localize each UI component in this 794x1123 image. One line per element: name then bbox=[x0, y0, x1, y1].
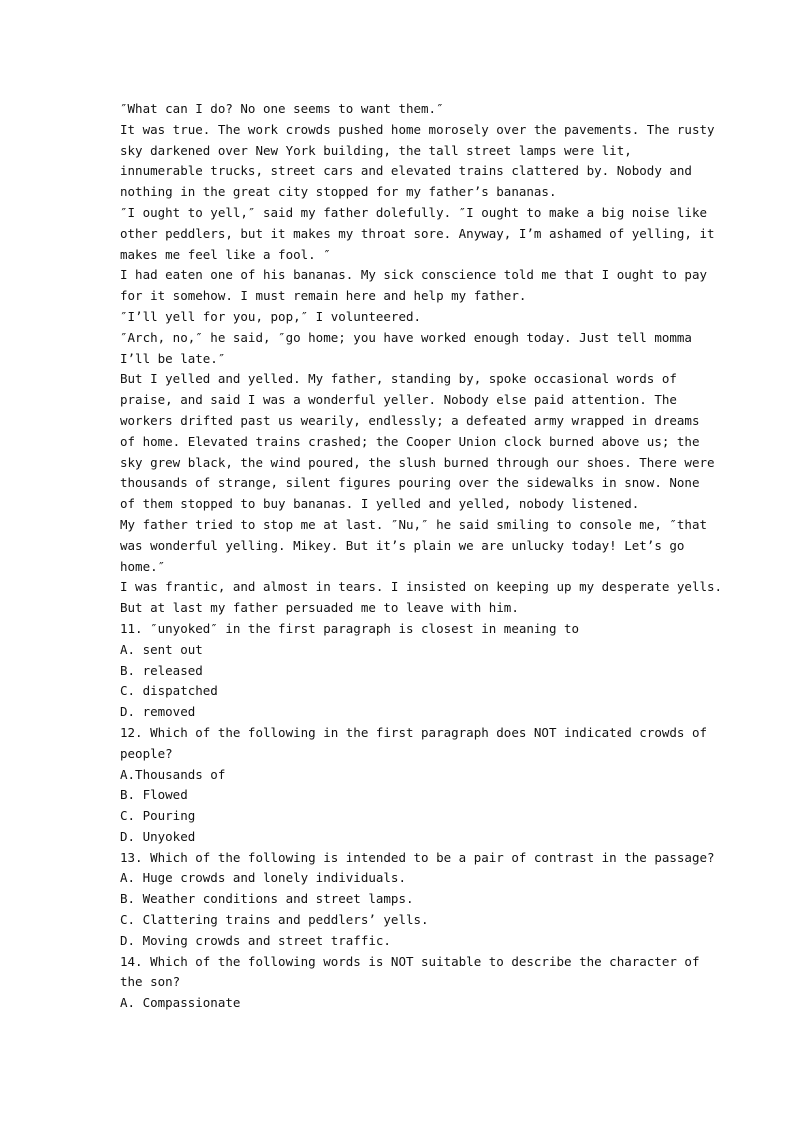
question-line: the son? bbox=[120, 974, 181, 990]
text-line: ″What can I do? No one seems to want them.″ bbox=[120, 101, 444, 116]
question-line: people? bbox=[120, 745, 173, 761]
text-line: I had eaten one of his bananas. My sick conscience told me that I ought to pay bbox=[120, 267, 707, 283]
text-line: thousands of strange, silent figures pouring over the sidewalks in snow. None bbox=[120, 475, 700, 491]
option-line: B. Weather conditions and street lamps. bbox=[120, 891, 414, 907]
option-line: D. Moving crowds and street traffic. bbox=[120, 932, 391, 948]
option-line: B. Flowed bbox=[120, 787, 188, 803]
question-line: 13. Which of the following is intended to be a pair of contrast in the passage? bbox=[120, 849, 715, 865]
text-line: workers drifted past us wearily, endlessly; a defeated army wrapped in dreams bbox=[120, 412, 700, 428]
text-line: sky darkened over New York building, the tall street lamps were lit, bbox=[120, 142, 632, 158]
text-line: praise, and said I was a wonderful yeller. Nobody else paid attention. The bbox=[120, 392, 677, 408]
option-line: A. Compassionate bbox=[120, 995, 241, 1011]
text-line: But I yelled and yelled. My father, standing by, spoke occasional words of bbox=[120, 371, 677, 387]
text-line: of home. Elevated trains crashed; the Cooper Union clock burned above us; the bbox=[120, 433, 700, 449]
text-line: nothing in the great city stopped for my father’s bananas. bbox=[120, 184, 557, 200]
text-line: ″I ought to yell,″ said my father dolefully. ″I ought to make a big noise like bbox=[120, 204, 707, 220]
option-line: D. removed bbox=[120, 704, 196, 720]
text-line: was wonderful yelling. Mikey. But it’s plain we are unlucky today! Let’s go bbox=[120, 537, 685, 553]
option-line: A. sent out bbox=[120, 641, 203, 657]
text-line: I was frantic, and almost in tears. I insisted on keeping up my desperate yells. bbox=[120, 579, 723, 595]
option-line: C. Clattering trains and peddlers’ yells. bbox=[120, 912, 429, 928]
text-line: ″Arch, no,″ he said, ″go home; you have worked enough today. Just tell momma bbox=[120, 329, 692, 345]
text-line: of them stopped to buy bananas. I yelled and yelled, nobody listened. bbox=[120, 496, 640, 512]
option-line: D. Unyoked bbox=[120, 828, 196, 844]
text-line: sky grew black, the wind poured, the slush burned through our shoes. There were bbox=[120, 454, 715, 470]
text-line: But at last my father persuaded me to leave with him. bbox=[120, 600, 519, 616]
text-line: for it somehow. I must remain here and help my father. bbox=[120, 288, 527, 304]
text-line: home.″ bbox=[120, 558, 166, 574]
question-line: 14. Which of the following words is NOT suitable to describe the character of bbox=[120, 953, 700, 969]
option-line: A. Huge crowds and lonely individuals. bbox=[120, 870, 406, 886]
text-line: makes me feel like a fool. ″ bbox=[120, 246, 331, 262]
text-line: I’ll be late.″ bbox=[120, 350, 226, 366]
text-line: ″I’ll yell for you, pop,″ I volunteered. bbox=[120, 308, 422, 324]
question-line: 12. Which of the following in the first paragraph does NOT indicated crowds of bbox=[120, 724, 707, 740]
document-page bbox=[120, 99, 723, 1014]
question-line: 11. ″unyoked″ in the first paragraph is closest in meaning to bbox=[120, 620, 580, 636]
text-line: other peddlers, but it makes my throat sore. Anyway, I’m ashamed of yelling, it bbox=[120, 225, 715, 241]
text-line: It was true. The work crowds pushed home morosely over the pavements. The rusty bbox=[120, 121, 715, 137]
option-line: A.Thousands of bbox=[120, 766, 226, 782]
text-line: innumerable trucks, street cars and elevated trains clattered by. Nobody and bbox=[120, 163, 692, 179]
option-line: C. Pouring bbox=[120, 808, 196, 824]
text-line: My father tried to stop me at last. ″Nu,″ he said smiling to console me, ″that bbox=[120, 516, 707, 532]
option-line: B. released bbox=[120, 662, 203, 678]
option-line: C. dispatched bbox=[120, 683, 218, 699]
